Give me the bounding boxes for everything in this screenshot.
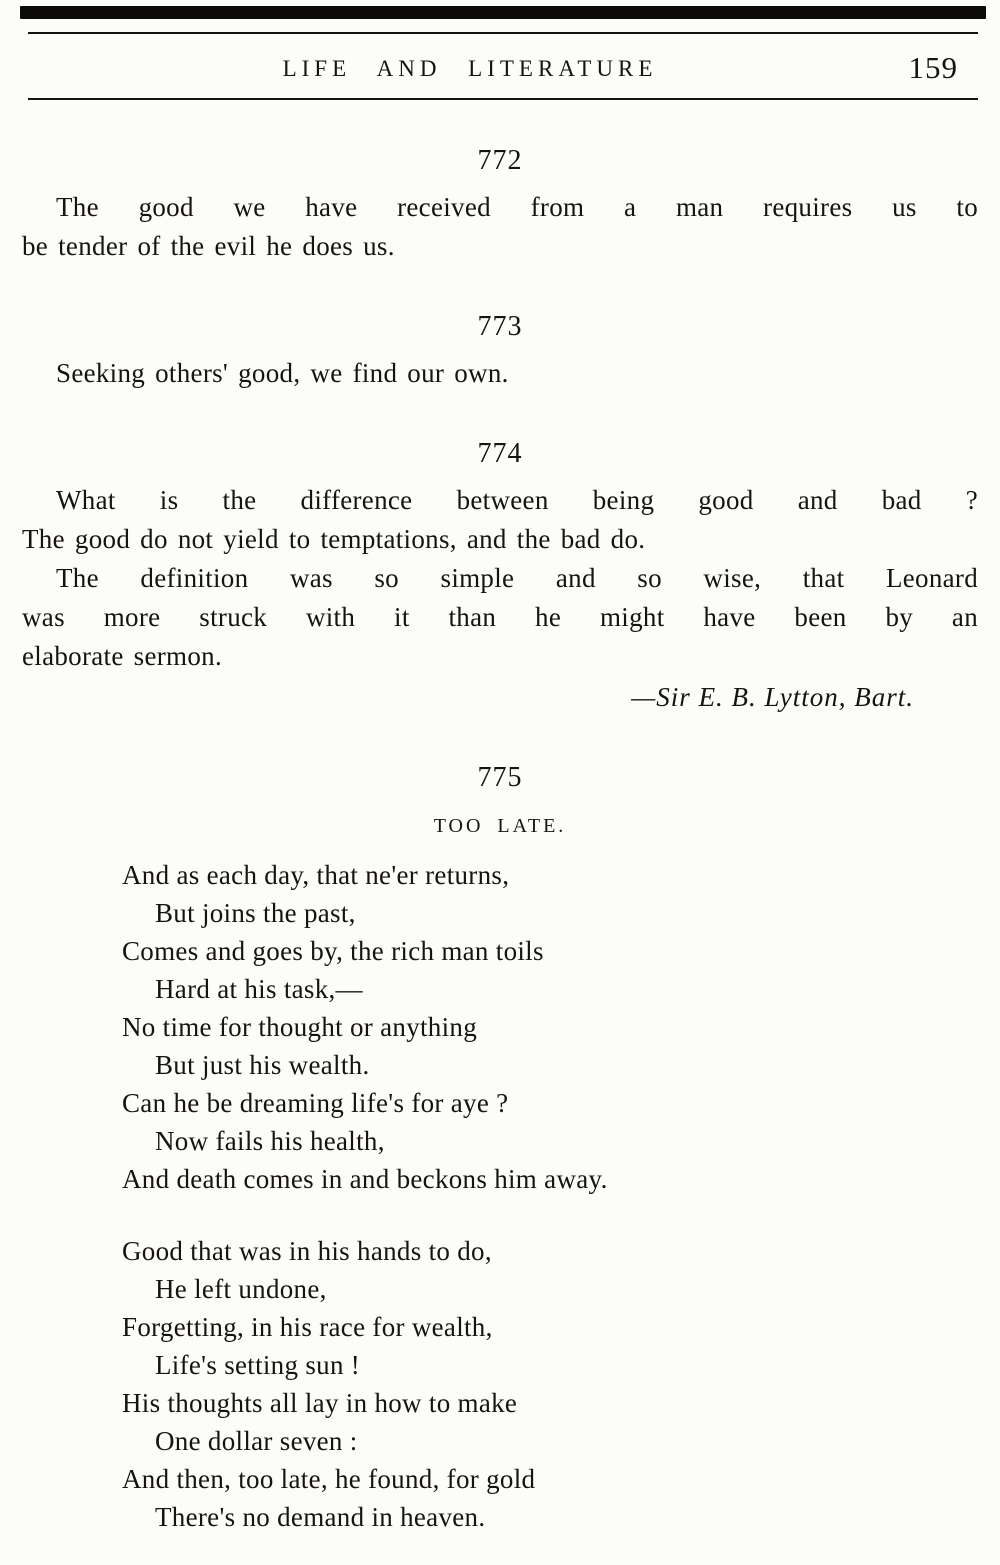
page-number: 159 bbox=[908, 50, 958, 85]
text-line: The good we have received from a man requires us to bbox=[56, 192, 978, 222]
poem-line: Now fails his health, bbox=[155, 1126, 385, 1156]
stanza-break bbox=[122, 1198, 978, 1232]
poem-line: Life's setting sun ! bbox=[155, 1350, 361, 1380]
poem-line: Can he be dreaming life's for aye ? bbox=[122, 1088, 509, 1118]
poem-line: Comes and goes by, the rich man toils bbox=[122, 936, 544, 966]
poem-line: Forgetting, in his race for wealth, bbox=[122, 1312, 493, 1342]
poem-line: One dollar seven : bbox=[155, 1426, 358, 1456]
text-line: was more struck with it than he might have been by an bbox=[22, 602, 978, 632]
page-body bbox=[0, 144, 1000, 1536]
text-line: The good do not yield to temptations, and the bad do. bbox=[22, 524, 646, 554]
entry-774-paragraph-1 bbox=[22, 481, 978, 559]
page-header bbox=[0, 34, 1000, 98]
scan-edge-artifact bbox=[20, 6, 986, 19]
poem-line: No time for thought or anything bbox=[122, 1012, 477, 1042]
entry-number-772: 772 bbox=[477, 145, 523, 176]
poem-line: There's no demand in heaven. bbox=[155, 1502, 486, 1532]
entry-772-paragraph bbox=[22, 188, 978, 266]
header-bottom-rule bbox=[28, 98, 978, 100]
text-line: be tender of the evil he does us. bbox=[22, 231, 395, 261]
text-line: elaborate sermon. bbox=[22, 641, 223, 671]
entry-774-paragraph-2 bbox=[22, 559, 978, 676]
poem-line: His thoughts all lay in how to make bbox=[122, 1388, 518, 1418]
text-line: The definition was so simple and so wise, that Leonard bbox=[56, 563, 978, 593]
poem-line: And death comes in and beckons him away. bbox=[122, 1164, 608, 1194]
poem bbox=[122, 856, 978, 1536]
poem-line: Good that was in his hands to do, bbox=[122, 1236, 492, 1266]
poem-line: But joins the past, bbox=[155, 898, 356, 928]
entry-773-paragraph bbox=[22, 354, 978, 393]
poem-line: He left undone, bbox=[155, 1274, 327, 1304]
text-line: Seeking others' good, we find our own. bbox=[56, 358, 509, 388]
poem-title: TOO LATE. bbox=[433, 815, 567, 837]
poem-line: But just his wealth. bbox=[155, 1050, 370, 1080]
entry-number-773: 773 bbox=[477, 311, 523, 342]
poem-line: And then, too late, he found, for gold bbox=[122, 1464, 536, 1494]
entry-number-774: 774 bbox=[477, 438, 523, 469]
entry-number-775: 775 bbox=[477, 762, 523, 793]
text-line: What is the difference between being good and bad ? bbox=[56, 485, 978, 515]
poem-line: And as each day, that ne'er returns, bbox=[122, 860, 510, 890]
running-title: LIFE AND LITERATURE bbox=[282, 56, 658, 81]
attribution: —Sir E. B. Lytton, Bart. bbox=[631, 682, 914, 712]
poem-line: Hard at his task,— bbox=[155, 974, 363, 1004]
